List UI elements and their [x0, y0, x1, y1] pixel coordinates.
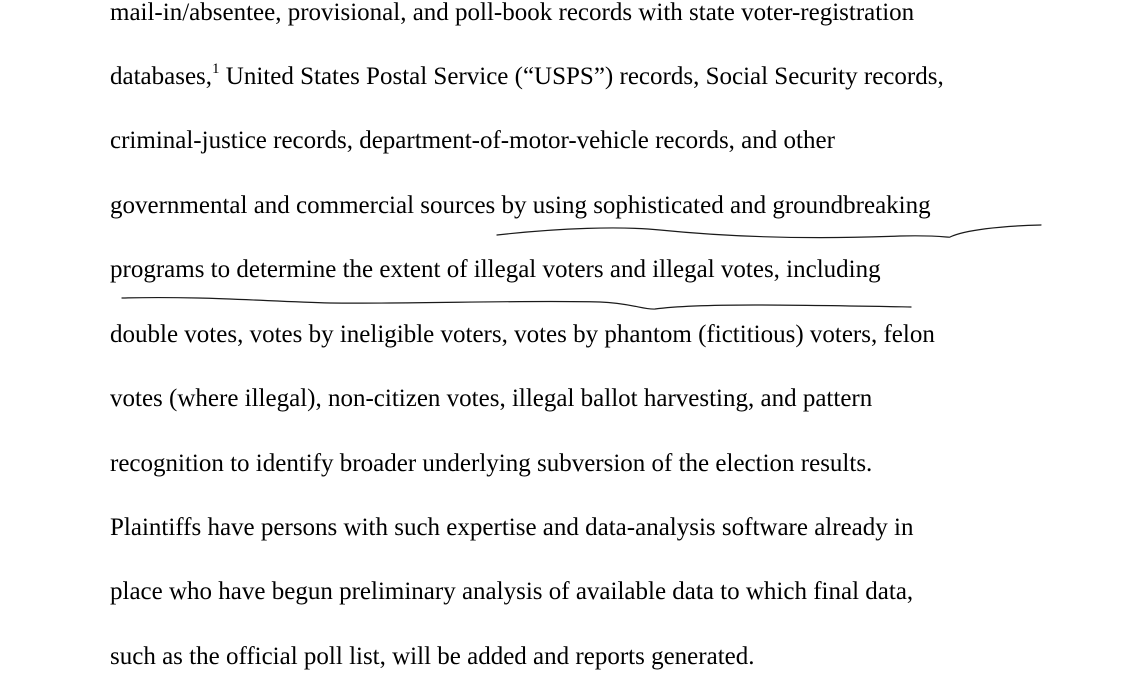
text-line-4: governmental and commercial sources by using sophisticated and groundbreaking	[110, 192, 931, 219]
text-line-8: recognition to identify broader underlying subversion of the election results.	[110, 450, 873, 477]
text-line-10: place who have begun preliminary analysis of available data to which final data,	[110, 578, 914, 605]
text-line-3: criminal-justice records, department-of-motor-vehicle records, and other	[110, 127, 835, 154]
underline-stroke-2	[122, 298, 911, 310]
text-line-1: mail-in/absentee, provisional, and poll-book records with state voter-registration	[110, 0, 915, 26]
text-line-6: double votes, votes by ineligible voters, votes by phantom (fictitious) voters, felon	[110, 321, 935, 348]
text-line-2-rest: United States Postal Service (“USPS”) records, Social Security records,	[219, 63, 944, 90]
text-line-7: votes (where illegal), non-citizen votes, illegal ballot harvesting, and pattern	[110, 385, 873, 412]
text-line-11: such as the official poll list, will be added and reports generated.	[110, 643, 755, 670]
text-line-2	[110, 62, 944, 92]
text-line-9: Plaintiffs have persons with such expertise and data-analysis software already in	[110, 514, 914, 541]
underline-stroke-1	[497, 225, 1041, 238]
text-line-2-start: databases,	[110, 63, 213, 90]
text-line-5: programs to determine the extent of illegal voters and illegal votes, including	[110, 256, 881, 283]
footnote-marker: 1	[212, 60, 220, 77]
